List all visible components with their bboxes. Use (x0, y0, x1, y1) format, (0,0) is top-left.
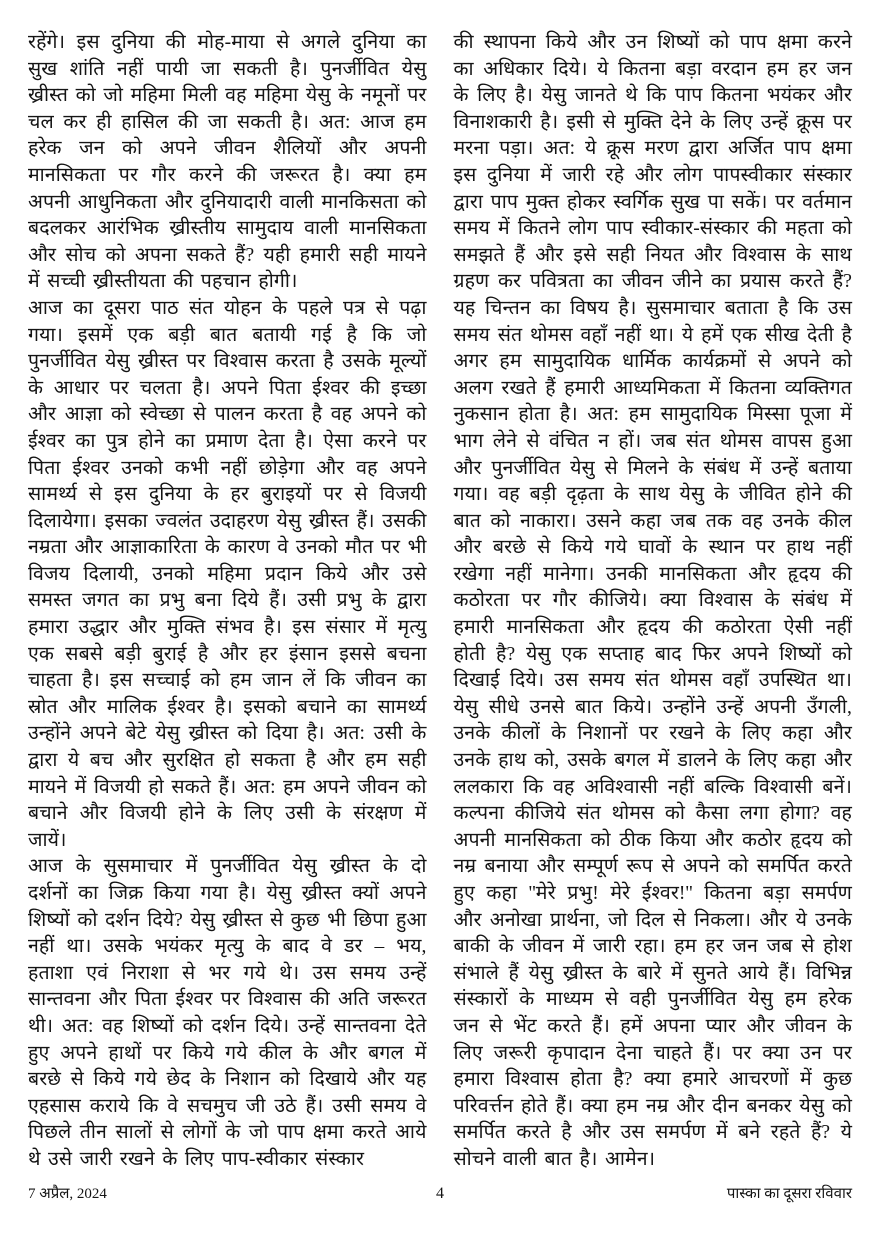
paragraph-continuation: की स्थापना किये और उन शिष्यों को पाप क्षमा करने का अधिकार दिये। ये कितना बड़ा वरदान हम हर जन के लिए है। येसु जानते थे कि पाप कितना भयंकर और विनाशकारी है। इसी से मुक्ति देने के लिए उन्हें क्रूस पर मरना पड़ा। अत: ये क्रूस मरण द्वारा अर्जित पाप क्षमा इस दुनिया में जारी रहे और लोग पापस्वीकार संस्कार द्वारा पाप मुक्त होकर स्वर्गिक सुख पा सकें। पर वर्तमान समय में कितने लोग पाप स्वीकार-संस्कार की महता को समझते हैं और इसे सही नियत और विश्वास के साथ ग्रहण कर पवित्रता का जीवन जीने का प्रयास करते हैं? यह चिन्तन का विषय है। सुसमाचार बताता है कि उस समय संत थोमस वहाँ नहीं था। ये हमें एक सीख देती है अगर हम सामुदायिक धार्मिक कार्यक्रमों से अपने को अलग रखते हैं हमारी आध्यमिकता में कितना व्यक्तिगत नुकसान होता है। अत: हम सामुदायिक मिस्सा पूजा में भाग लेने से वंचित न हों। जब संत थोमस वापस हुआ और पुनर्जीवित येसु से मिलने के संबंध में उन्हें बताया गया। वह बड़ी दृढ़ता के साथ येसु के जीवित होने की बात को नाकारा। उसने कहा जब तक वह उनके कील और बरछे से किये गये घावों के स्थान पर हाथ नहीं रखेगा नहीं मानेगा। उनकी मानसिकता और हृदय की कठोरता पर गौर कीजिये। क्या विश्वास के संबंध में हमारी मानसिकता और हृदय की कठोरता ऐसी नहीं होती है? येसु एक सप्ताह बाद फिर अपने शिष्यों को दिखाई दिये। उस समय संत थोमस वहाँ उपस्थित था। येसु सीधे उनसे बात किये। उन्होंने उन्हें अपनी उँगली, उनके कीलों के निशानों पर रखने के लिए कहा और उनके हाथ को, उसके बगल में डालने के लिए कहा और ललकारा कि वह अविश्वासी नहीं बल्कि विश्वासी बनें। कल्पना कीजिये संत थोमस को कैसा लगा होगा? वह अपनी मानसिकता को ठीक किया और कठोर हृदय को नम्र बनाया और सम्पूर्ण रूप से अपने को समर्पित करते हुए कहा ''मेरे प्रभु! मेरे ईश्वर!'' कितना बड़ा समर्पण और अनोखा प्रार्थना, जो दिल से निकला। और ये उनके बाकी के जीवन में जारी रहा। हम हर जन जब से होश संभाले हैं येसु ख्रीस्त के बारे में सुनते आये हैं। विभिन्न संस्कारों के माध्यम से वही पुनर्जीवित येसु हम हरेक जन से भेंट करते हैं। हमें अपना प्यार और जीवन के लिए जरूरी कृपादान देना चाहते हैं। पर क्या उन पर हमारा विश्वास होता है? क्या हमारे आचरणों में कुछ परिवर्त्तन होते हैं। क्या हम नम्र और दीन बनकर येसु को समर्पित करते है और उस समर्पण में बने रहते हैं? ये सोचने वाली बात है। आमेन। (453, 32, 852, 1170)
footer-date: 7 अप्रैल, 2024 (28, 1186, 107, 1202)
paragraph-gospel: आज के सुसमाचार में पुनर्जीवित येसु ख्रीस्त के दो दर्शनों का जिक्र किया गया है। येसु ख्रीस्त क्यों अपने शिष्यों को दर्शन दिये? येसु ख्रीस्त से कुछ भी छिपा हुआ नहीं था। उसके भयंकर मृत्यु के बाद वे डर – भय, हताशा एवं निराशा से भर गये थे। उस समय उन्हें सान्तवना और पिता ईश्वर पर विश्वास की अति जरूरत थी। अत: वह शिष्यों को दर्शन दिये। उन्हें सान्तवना देते हुए अपने हाथों पर किये गये कील के और बगल में बरछे से किये गये छेद के निशान को दिखाये और यह एहसास कराये कि वे सचमुच जी उठे हैं। उसी समय वे पिछले तीन सालों से लोगों के जो पाप क्षमा करते आये थे उसे जारी रखने के लिए पाप-स्वीकार संस्कार (28, 856, 427, 1170)
text-columns (28, 30, 852, 1174)
footer-page-number: 4 (436, 1185, 444, 1202)
paragraph-continuation: रहेंगे। इस दुनिया की मोह-माया से अगले दुनिया का सुख शांति नहीं पायी जा सकती है। पुनर्जीवित येसु ख्रीस्त को जो महिमा मिली वह महिमा येसु के नमूनों पर चल कर ही हासिल की जा सकती है। अत: आज हम हरेक जन को अपने जीवन शैलियों और अपनी मानसिकता पर गौर करने की जरूरत है। क्या हम अपनी आधुनिकता और दुनियादारी वाली मानकिसता को बदलकर आरंभिक ख्रीस्तीय सामुदाय वाली मानसिकता और सोच को अपना सकते हैं? यही हमारी सही मायने में सच्ची ख्रीस्तीयता की पहचान होगी। (28, 32, 427, 293)
right-column (454, 30, 853, 1174)
footer-section-title: पास्का का दूसरा रविवार (726, 1186, 853, 1202)
left-column (28, 30, 427, 1174)
paragraph-second-reading: आज का दूसरा पाठ संत योहन के पहले पत्र से पढ़ा गया। इसमें एक बड़ी बात बतायी गई है कि जो पुनर्जीवित येसु ख्रीस्त पर विश्वास करता है उसके मूल्यों के आधार पर चलता है। अपने पिता ईश्वर की इच्छा और आज्ञा को स्वेच्छा से पालन करता है वह अपने को ईश्वर का पुत्र होने का प्रमाण देता है। ऐसा करने पर पिता ईश्वर उनको कभी नहीं छोड़ेगा और वह अपने सामर्थ्य से इस दुनिया के हर बुराइयों पर से विजयी दिलायेगा। इसका ज्वलंत उदाहरण येसु ख्रीस्त हैं। उसकी नम्रता और आज्ञाकारिता के कारण वे उनको मौत पर भी विजय दिलायी, उनको महिमा प्रदान किये और उसे समस्त जगत का प्रभु बना दिये हैं। उसी प्रभु के द्वारा हमारा उद्धार और मुक्ति संभव है। इस संसार में मृत्यु एक सबसे बड़ी बुराई है और हर इंसान इससे बचना चाहता है। इस सच्चाई को हम जान लें कि जीवन का स्रोत और मालिक ईश्वर है। इसको बचाने का सामर्थ्य उन्होंने अपने बेटे येसु ख्रीस्त को दिया है। अत: उसी के द्वारा ये बच और सुरक्षित हो सकता है और हम सही मायने में विजयी हो सकते हैं। अत: हम अपने जीवन को बचाने और विजयी होने के लिए उसी के संरक्षण में जायें। (28, 297, 427, 851)
page-footer (28, 1184, 852, 1204)
